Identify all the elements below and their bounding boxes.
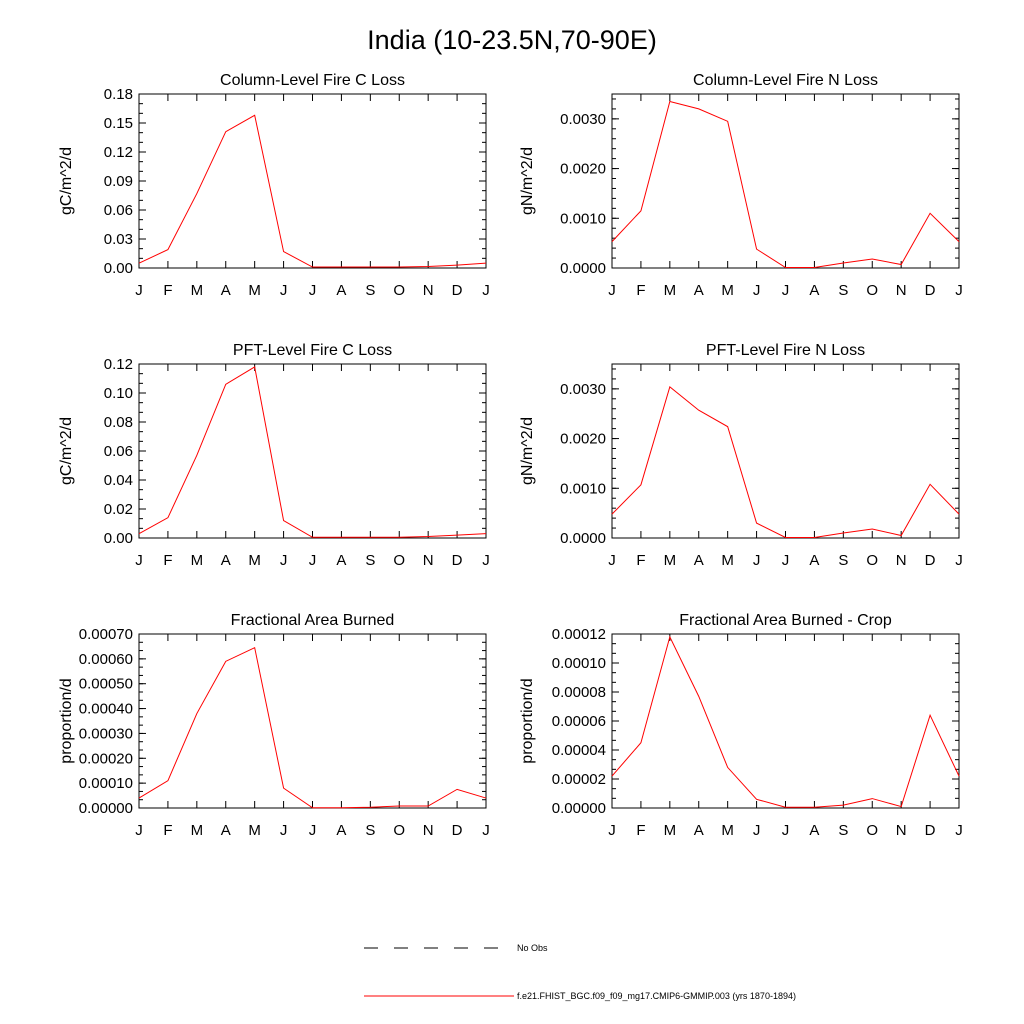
y-axis-label: gN/m^2/d <box>519 147 536 215</box>
x-tick-label: A <box>809 282 820 299</box>
panel-4 <box>519 342 963 569</box>
panel-title: Fractional Area Burned <box>230 612 395 629</box>
y-tick-label: 0.00070 <box>78 626 133 643</box>
x-tick-label: J <box>752 552 761 569</box>
y-tick-label: 0.06 <box>103 443 133 460</box>
x-tick-label: J <box>955 552 963 569</box>
x-tick-label: J <box>608 552 616 569</box>
x-tick-label: S <box>838 282 849 299</box>
x-tick-label: S <box>838 552 849 569</box>
series-line <box>612 387 959 538</box>
x-tick-label: N <box>422 552 434 569</box>
x-tick-label: J <box>279 552 288 569</box>
y-tick-label: 0.0020 <box>560 430 606 448</box>
x-tick-label: J <box>752 282 761 299</box>
x-tick-label: A <box>220 552 231 569</box>
y-tick-label: 0.00010 <box>551 655 606 672</box>
y-tick-label: 0.00 <box>103 530 133 547</box>
x-tick-label: J <box>482 552 490 569</box>
x-tick-label: O <box>393 552 406 569</box>
y-tick-label: 0.00050 <box>78 675 133 693</box>
x-tick-label: J <box>955 822 963 839</box>
x-tick-label: D <box>451 282 463 299</box>
x-tick-label: M <box>721 552 734 569</box>
x-tick-label: N <box>895 822 907 839</box>
x-tick-label: N <box>895 282 907 299</box>
y-axis-label: proportion/d <box>58 678 75 764</box>
x-tick-label: A <box>693 552 704 569</box>
x-tick-label: J <box>781 822 790 839</box>
plot-frame <box>612 634 959 808</box>
x-tick-label: J <box>279 822 288 839</box>
y-tick-label: 0.00002 <box>551 771 606 788</box>
y-axis-label: gN/m^2/d <box>519 417 536 485</box>
series-line <box>612 637 959 807</box>
x-tick-label: S <box>838 822 849 839</box>
y-tick-label: 0.15 <box>103 115 133 132</box>
x-tick-label: O <box>866 552 879 569</box>
x-tick-label: J <box>279 282 288 299</box>
x-tick-label: N <box>895 552 907 569</box>
y-tick-label: 0.00000 <box>78 800 133 817</box>
y-tick-label: 0.0000 <box>560 530 606 547</box>
series-line <box>612 101 959 267</box>
x-tick-label: F <box>636 282 646 299</box>
x-tick-label: F <box>163 822 173 839</box>
x-tick-label: J <box>781 552 790 569</box>
panel-2 <box>519 72 963 299</box>
x-tick-label: S <box>365 822 376 839</box>
y-tick-label: 0.04 <box>103 472 133 489</box>
y-tick-label: 0.06 <box>103 202 133 219</box>
y-tick-label: 0.10 <box>103 385 133 402</box>
x-tick-label: J <box>781 282 790 299</box>
x-tick-label: J <box>135 822 143 839</box>
x-tick-label: J <box>608 822 616 839</box>
x-tick-label: M <box>721 282 734 299</box>
x-tick-label: M <box>248 552 261 569</box>
legend <box>364 943 796 1001</box>
x-tick-label: O <box>866 282 879 299</box>
y-tick-label: 0.12 <box>103 144 133 161</box>
x-tick-label: O <box>393 282 406 299</box>
x-tick-label: A <box>336 282 347 299</box>
y-tick-label: 0.02 <box>103 501 133 518</box>
y-axis-label: proportion/d <box>519 678 536 764</box>
main-title: India (10-23.5N,70-90E) <box>367 25 657 55</box>
x-tick-label: M <box>190 282 204 299</box>
panel-3 <box>58 342 490 569</box>
x-tick-label: J <box>135 552 143 569</box>
x-tick-label: M <box>663 282 677 299</box>
y-tick-label: 0.00040 <box>78 700 133 718</box>
x-tick-label: D <box>924 552 936 569</box>
x-tick-label: J <box>482 282 490 299</box>
x-tick-label: A <box>809 822 820 839</box>
x-tick-label: M <box>248 822 261 839</box>
panel-1 <box>58 72 490 299</box>
series-line <box>139 115 486 267</box>
panels <box>58 72 963 839</box>
y-tick-label: 0.00030 <box>78 725 133 743</box>
series-line <box>139 648 486 808</box>
x-tick-label: J <box>308 552 317 569</box>
y-tick-label: 0.00000 <box>551 800 606 817</box>
x-tick-label: M <box>190 822 204 839</box>
x-tick-label: A <box>220 822 231 839</box>
y-tick-label: 0.09 <box>103 173 133 190</box>
x-tick-label: O <box>393 822 406 839</box>
plot-frame <box>612 94 959 268</box>
panel-title: PFT-Level Fire N Loss <box>705 342 866 359</box>
x-tick-label: A <box>336 552 347 569</box>
x-tick-label: A <box>693 822 704 839</box>
x-tick-label: S <box>365 552 376 569</box>
plot-frame <box>139 364 486 538</box>
y-tick-label: 0.08 <box>103 414 133 431</box>
x-tick-label: A <box>809 552 820 569</box>
legend-label-1: No Obs <box>517 943 548 953</box>
y-tick-label: 0.00012 <box>551 626 606 643</box>
panel-title: Fractional Area Burned - Crop <box>679 612 892 629</box>
y-tick-label: 0.00006 <box>551 713 606 730</box>
series-line <box>139 367 486 537</box>
x-tick-label: N <box>422 282 434 299</box>
x-tick-label: D <box>924 282 936 299</box>
y-tick-label: 0.0020 <box>560 160 606 178</box>
x-tick-label: J <box>135 282 143 299</box>
x-tick-label: F <box>636 552 646 569</box>
y-tick-label: 0.00004 <box>551 742 606 759</box>
x-tick-label: M <box>721 822 734 839</box>
x-tick-label: J <box>482 822 490 839</box>
y-tick-label: 0.03 <box>103 231 133 248</box>
x-tick-label: J <box>608 282 616 299</box>
x-tick-label: D <box>451 552 463 569</box>
y-tick-label: 0.00 <box>103 260 133 277</box>
x-tick-label: J <box>308 282 317 299</box>
legend-label-2: f.e21.FHIST_BGC.f09_f09_mg17.CMIP6-GMMIP.003 (yrs 1870-1894) <box>517 991 796 1001</box>
x-tick-label: A <box>693 282 704 299</box>
panel-title: Column-Level Fire N Loss <box>693 72 878 89</box>
x-tick-label: F <box>636 822 646 839</box>
y-tick-label: 0.18 <box>103 86 133 103</box>
x-tick-label: M <box>663 822 677 839</box>
y-tick-label: 0.0010 <box>560 480 606 498</box>
x-tick-label: J <box>308 822 317 839</box>
y-tick-label: 0.0030 <box>560 110 606 128</box>
y-tick-label: 0.00010 <box>78 775 133 793</box>
x-tick-label: F <box>163 552 173 569</box>
x-tick-label: A <box>220 282 231 299</box>
plot-frame <box>139 634 486 808</box>
y-tick-label: 0.0000 <box>560 260 606 277</box>
x-tick-label: M <box>663 552 677 569</box>
y-axis-label: gC/m^2/d <box>58 147 75 215</box>
x-tick-label: A <box>336 822 347 839</box>
x-tick-label: J <box>752 822 761 839</box>
y-tick-label: 0.00020 <box>78 750 133 768</box>
panel-6 <box>519 612 963 839</box>
panel-5 <box>58 612 490 839</box>
panel-title: PFT-Level Fire C Loss <box>232 342 393 359</box>
x-tick-label: S <box>365 282 376 299</box>
y-tick-label: 0.12 <box>103 356 133 373</box>
x-tick-label: D <box>924 822 936 839</box>
x-tick-label: O <box>866 822 879 839</box>
x-tick-label: N <box>422 822 434 839</box>
x-tick-label: J <box>955 282 963 299</box>
plot-frame <box>139 94 486 268</box>
x-tick-label: F <box>163 282 173 299</box>
x-tick-label: D <box>451 822 463 839</box>
panel-title: Column-Level Fire C Loss <box>220 72 405 89</box>
x-tick-label: M <box>190 552 204 569</box>
y-tick-label: 0.0010 <box>560 210 606 228</box>
x-tick-label: M <box>248 282 261 299</box>
y-tick-label: 0.00008 <box>551 684 606 701</box>
y-tick-label: 0.0030 <box>560 380 606 398</box>
plot-frame <box>612 364 959 538</box>
y-tick-label: 0.00060 <box>78 650 133 668</box>
y-axis-label: gC/m^2/d <box>58 417 75 485</box>
